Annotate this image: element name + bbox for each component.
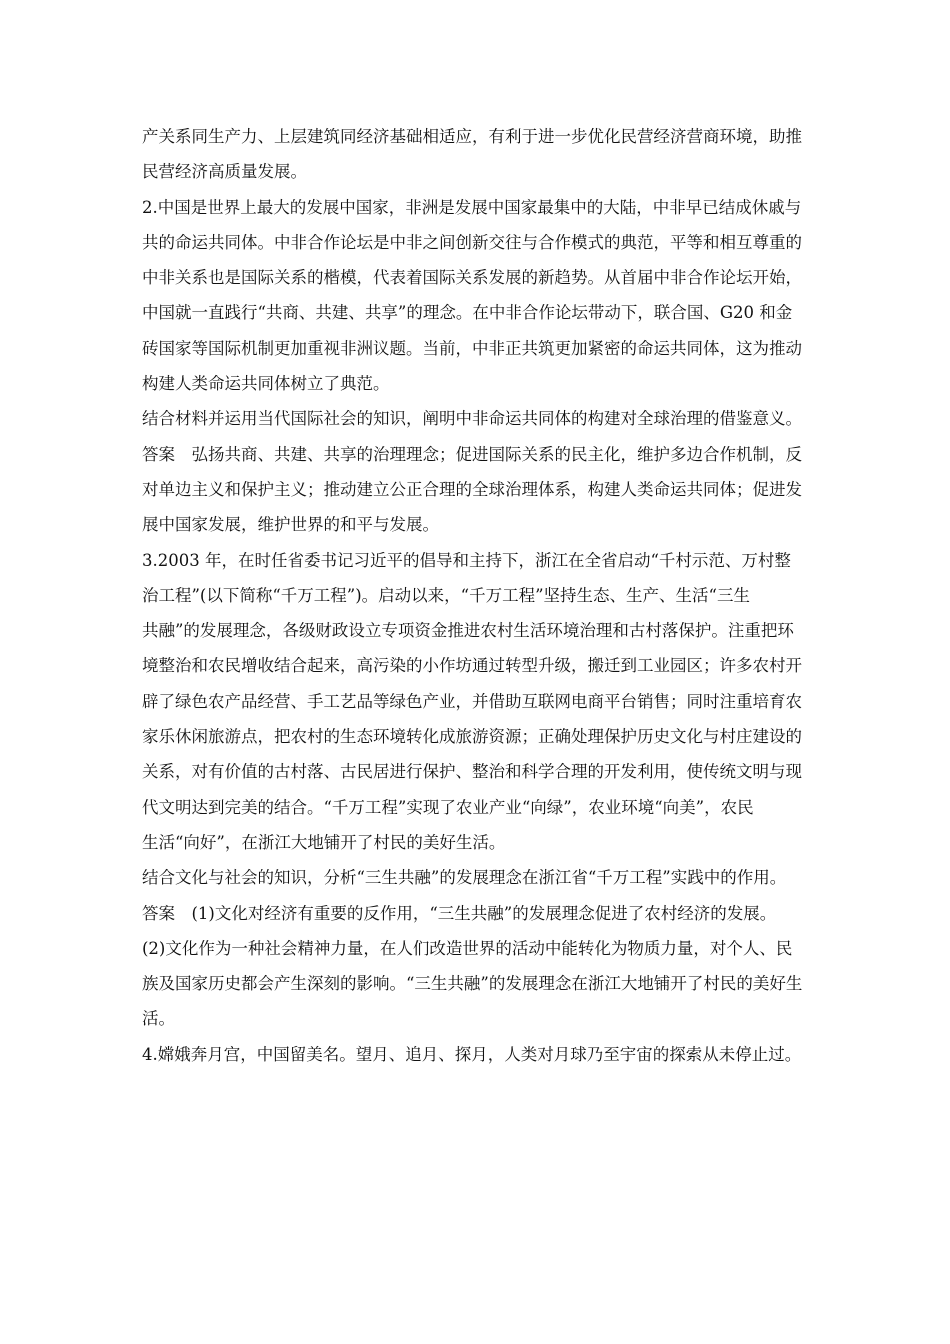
text-line: 家乐休闲旅游点，把农村的生态环境转化成旅游资源；正确处理保护历史文化与村庄建设的 [142, 727, 802, 747]
question-4-line: 4.嫦娥奔月宫，中国留美名。望月、追月、探月，人类对月球乃至宇宙的探索从未停止过。 [142, 1044, 802, 1064]
text-line: 构建人类命运共同体树立了典范。 [142, 374, 390, 394]
text-line: 代文明达到完美的结合。“千万工程”实现了农业产业“向绿”，农业环境“向美”，农民 [142, 797, 754, 817]
text-line: 辟了绿色农产品经营、手工艺品等绿色产业，并借助互联网电商平台销售；同时注重培育农 [142, 691, 802, 711]
text-line: 共的命运共同体。中非合作论坛是中非之间创新交往与合作模式的典范，平等和相互尊重的 [142, 232, 802, 252]
question-3-prompt: 结合文化与社会的知识，分析“三生共融”的发展理念在浙江省“千万工程”实践中的作用。 [142, 868, 787, 888]
answer-3-line: (2)文化作为一种社会精神力量，在人们改造世界的活动中能转化为物质力量，对个人、民 [142, 938, 793, 958]
answer-3-line: 答案 (1)文化对经济有重要的反作用，“三生共融”的发展理念促进了农村经济的发展。 [142, 903, 777, 923]
answer-2-line: 展中国家发展，维护世界的和平与发展。 [142, 515, 439, 535]
answer-3-line: 活。 [142, 1009, 175, 1029]
text-line: 共融”的发展理念，各级财政设立专项资金推进农村生活环境治理和古村落保护。注重把环 [142, 621, 794, 641]
text-line: 关系，对有价值的古村落、古民居进行保护、整治和科学合理的开发利用，使传统文明与现 [142, 762, 802, 782]
question-3-line: 3.2003 年，在时任省委书记习近平的倡导和主持下，浙江在全省启动“千村示范、万村整 [142, 550, 791, 570]
text-line: 境整治和农民增收结合起来，高污染的小作坊通过转型升级，搬迁到工业园区；许多农村开 [142, 656, 802, 676]
question-2-line: 2.中国是世界上最大的发展中国家，非洲是发展中国家最集中的大陆，中非早已结成休戚与 [142, 197, 802, 217]
answer-2-line: 答案 弘扬共商、共建、共享的治理理念；促进国际关系的民主化，维护多边合作机制，反 [142, 444, 802, 464]
text-line: 治工程”(以下简称“千万工程”)。启动以来，“千万工程”坚持生态、生产、生活“三生 [142, 585, 750, 605]
answer-2-line: 对单边主义和保护主义；推动建立公正合理的全球治理体系，构建人类命运共同体；促进发 [142, 479, 802, 499]
text-line: 生活“向好”，在浙江大地铺开了村民的美好生活。 [142, 832, 506, 852]
document-body-text [142, 119, 832, 1072]
text-line: 产关系同生产力、上层建筑同经济基础相适应，有利于进一步优化民营经济营商环境，助推 [142, 127, 802, 146]
text-line: 民营经济高质量发展。 [142, 162, 307, 182]
text-line: 砖国家等国际机制更加重视非洲议题。当前，中非正共筑更加紧密的命运共同体，这为推动 [142, 338, 802, 358]
text-line: 中非关系也是国际关系的楷模，代表着国际关系发展的新趋势。从首届中非合作论坛开始， [142, 268, 802, 288]
text-line: 中国就一直践行“共商、共建、共享”的理念。在中非合作论坛带动下，联合国、G20 和金 [142, 303, 793, 323]
answer-3-line: 族及国家历史都会产生深刻的影响。“三生共融”的发展理念在浙江大地铺开了村民的美好生 [142, 974, 803, 994]
question-2-prompt: 结合材料并运用当代国际社会的知识，阐明中非命运共同体的构建对全球治理的借鉴意义。 [142, 409, 802, 429]
